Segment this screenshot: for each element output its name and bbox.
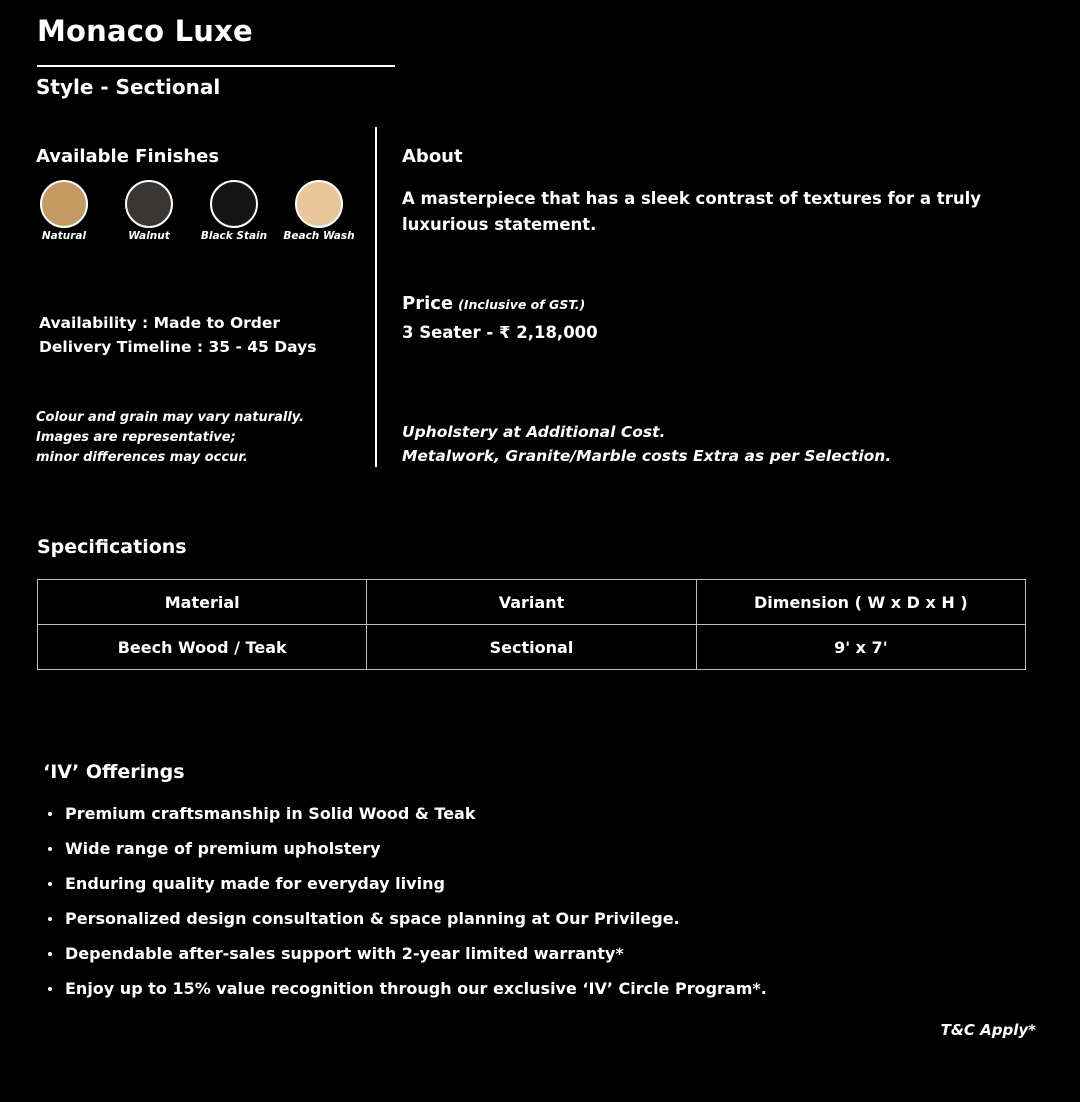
availability-info bbox=[39, 311, 316, 359]
about-line: A masterpiece that has a sleek contrast of textures for a truly bbox=[402, 189, 981, 208]
bullet-icon bbox=[48, 987, 52, 991]
finish-label-beach-wash: Beach Wash bbox=[283, 230, 355, 242]
terms-note: T&C Apply* bbox=[940, 1021, 1036, 1039]
offering-text: Enduring quality made for everyday living bbox=[65, 874, 445, 893]
list-item bbox=[47, 940, 767, 975]
title-underline bbox=[37, 65, 395, 67]
list-item bbox=[47, 870, 767, 905]
list-item bbox=[47, 975, 767, 1010]
extra-line: Upholstery at Additional Cost. bbox=[402, 423, 666, 441]
extra-line: Metalwork, Granite/Marble costs Extra as per Selection. bbox=[402, 447, 892, 465]
list-item bbox=[47, 835, 767, 870]
price-heading bbox=[402, 293, 585, 314]
specifications-heading: Specifications bbox=[37, 536, 187, 558]
availability-line: Availability : Made to Order bbox=[39, 314, 281, 332]
cell-variant: Sectional bbox=[367, 625, 696, 670]
offering-text: Personalized design consultation & space planning at Our Privilege. bbox=[65, 909, 680, 928]
bullet-icon bbox=[48, 847, 52, 851]
table-row bbox=[38, 625, 1026, 670]
product-title: Monaco Luxe bbox=[37, 14, 253, 48]
finish-swatch-natural[interactable] bbox=[40, 180, 88, 228]
finish-swatch-black-stain[interactable] bbox=[210, 180, 258, 228]
price-label: Price bbox=[402, 293, 454, 314]
product-style: Style - Sectional bbox=[36, 75, 221, 99]
delivery-timeline-line: Delivery Timeline : 35 - 45 Days bbox=[39, 338, 317, 356]
finish-swatch-walnut[interactable] bbox=[125, 180, 173, 228]
price-note: (Inclusive of GST.) bbox=[458, 297, 586, 312]
disclaimer-line: Colour and grain may vary naturally. bbox=[36, 410, 305, 425]
disclaimer-line: minor differences may occur. bbox=[36, 450, 248, 465]
list-item bbox=[47, 800, 767, 835]
offerings-list bbox=[47, 800, 767, 1010]
finish-label-black-stain: Black Stain bbox=[200, 230, 268, 242]
offering-text: Enjoy up to 15% value recognition through our exclusive ‘IV’ Circle Program*. bbox=[65, 979, 767, 998]
finish-swatch-beach-wash[interactable] bbox=[295, 180, 343, 228]
finishes-heading: Available Finishes bbox=[36, 146, 220, 167]
specifications-table bbox=[37, 579, 1026, 670]
about-heading: About bbox=[402, 146, 463, 167]
finish-label-walnut: Walnut bbox=[128, 230, 170, 242]
offering-text: Premium craftsmanship in Solid Wood & Teak bbox=[65, 804, 476, 823]
cell-material: Beech Wood / Teak bbox=[38, 625, 367, 670]
bullet-icon bbox=[48, 882, 52, 886]
vertical-divider bbox=[375, 127, 377, 467]
column-header-dimension: Dimension ( W x D x H ) bbox=[696, 580, 1025, 625]
price-value: 3 Seater - ₹ 2,18,000 bbox=[402, 323, 598, 342]
bullet-icon bbox=[48, 952, 52, 956]
disclaimer-line: Images are representative; bbox=[36, 430, 236, 445]
list-item bbox=[47, 905, 767, 940]
bullet-icon bbox=[48, 917, 52, 921]
additional-costs bbox=[402, 420, 891, 468]
table-header-row bbox=[38, 580, 1026, 625]
about-text bbox=[402, 186, 1042, 238]
bullet-icon bbox=[48, 812, 52, 816]
offering-text: Wide range of premium upholstery bbox=[65, 839, 381, 858]
about-line: luxurious statement. bbox=[402, 215, 597, 234]
cell-dimension: 9' x 7' bbox=[696, 625, 1025, 670]
column-header-variant: Variant bbox=[367, 580, 696, 625]
offering-text: Dependable after-sales support with 2-year limited warranty* bbox=[65, 944, 624, 963]
column-header-material: Material bbox=[38, 580, 367, 625]
offerings-heading: ‘IV’ Offerings bbox=[43, 761, 185, 783]
disclaimer bbox=[36, 408, 304, 468]
finish-label-natural: Natural bbox=[41, 230, 87, 242]
